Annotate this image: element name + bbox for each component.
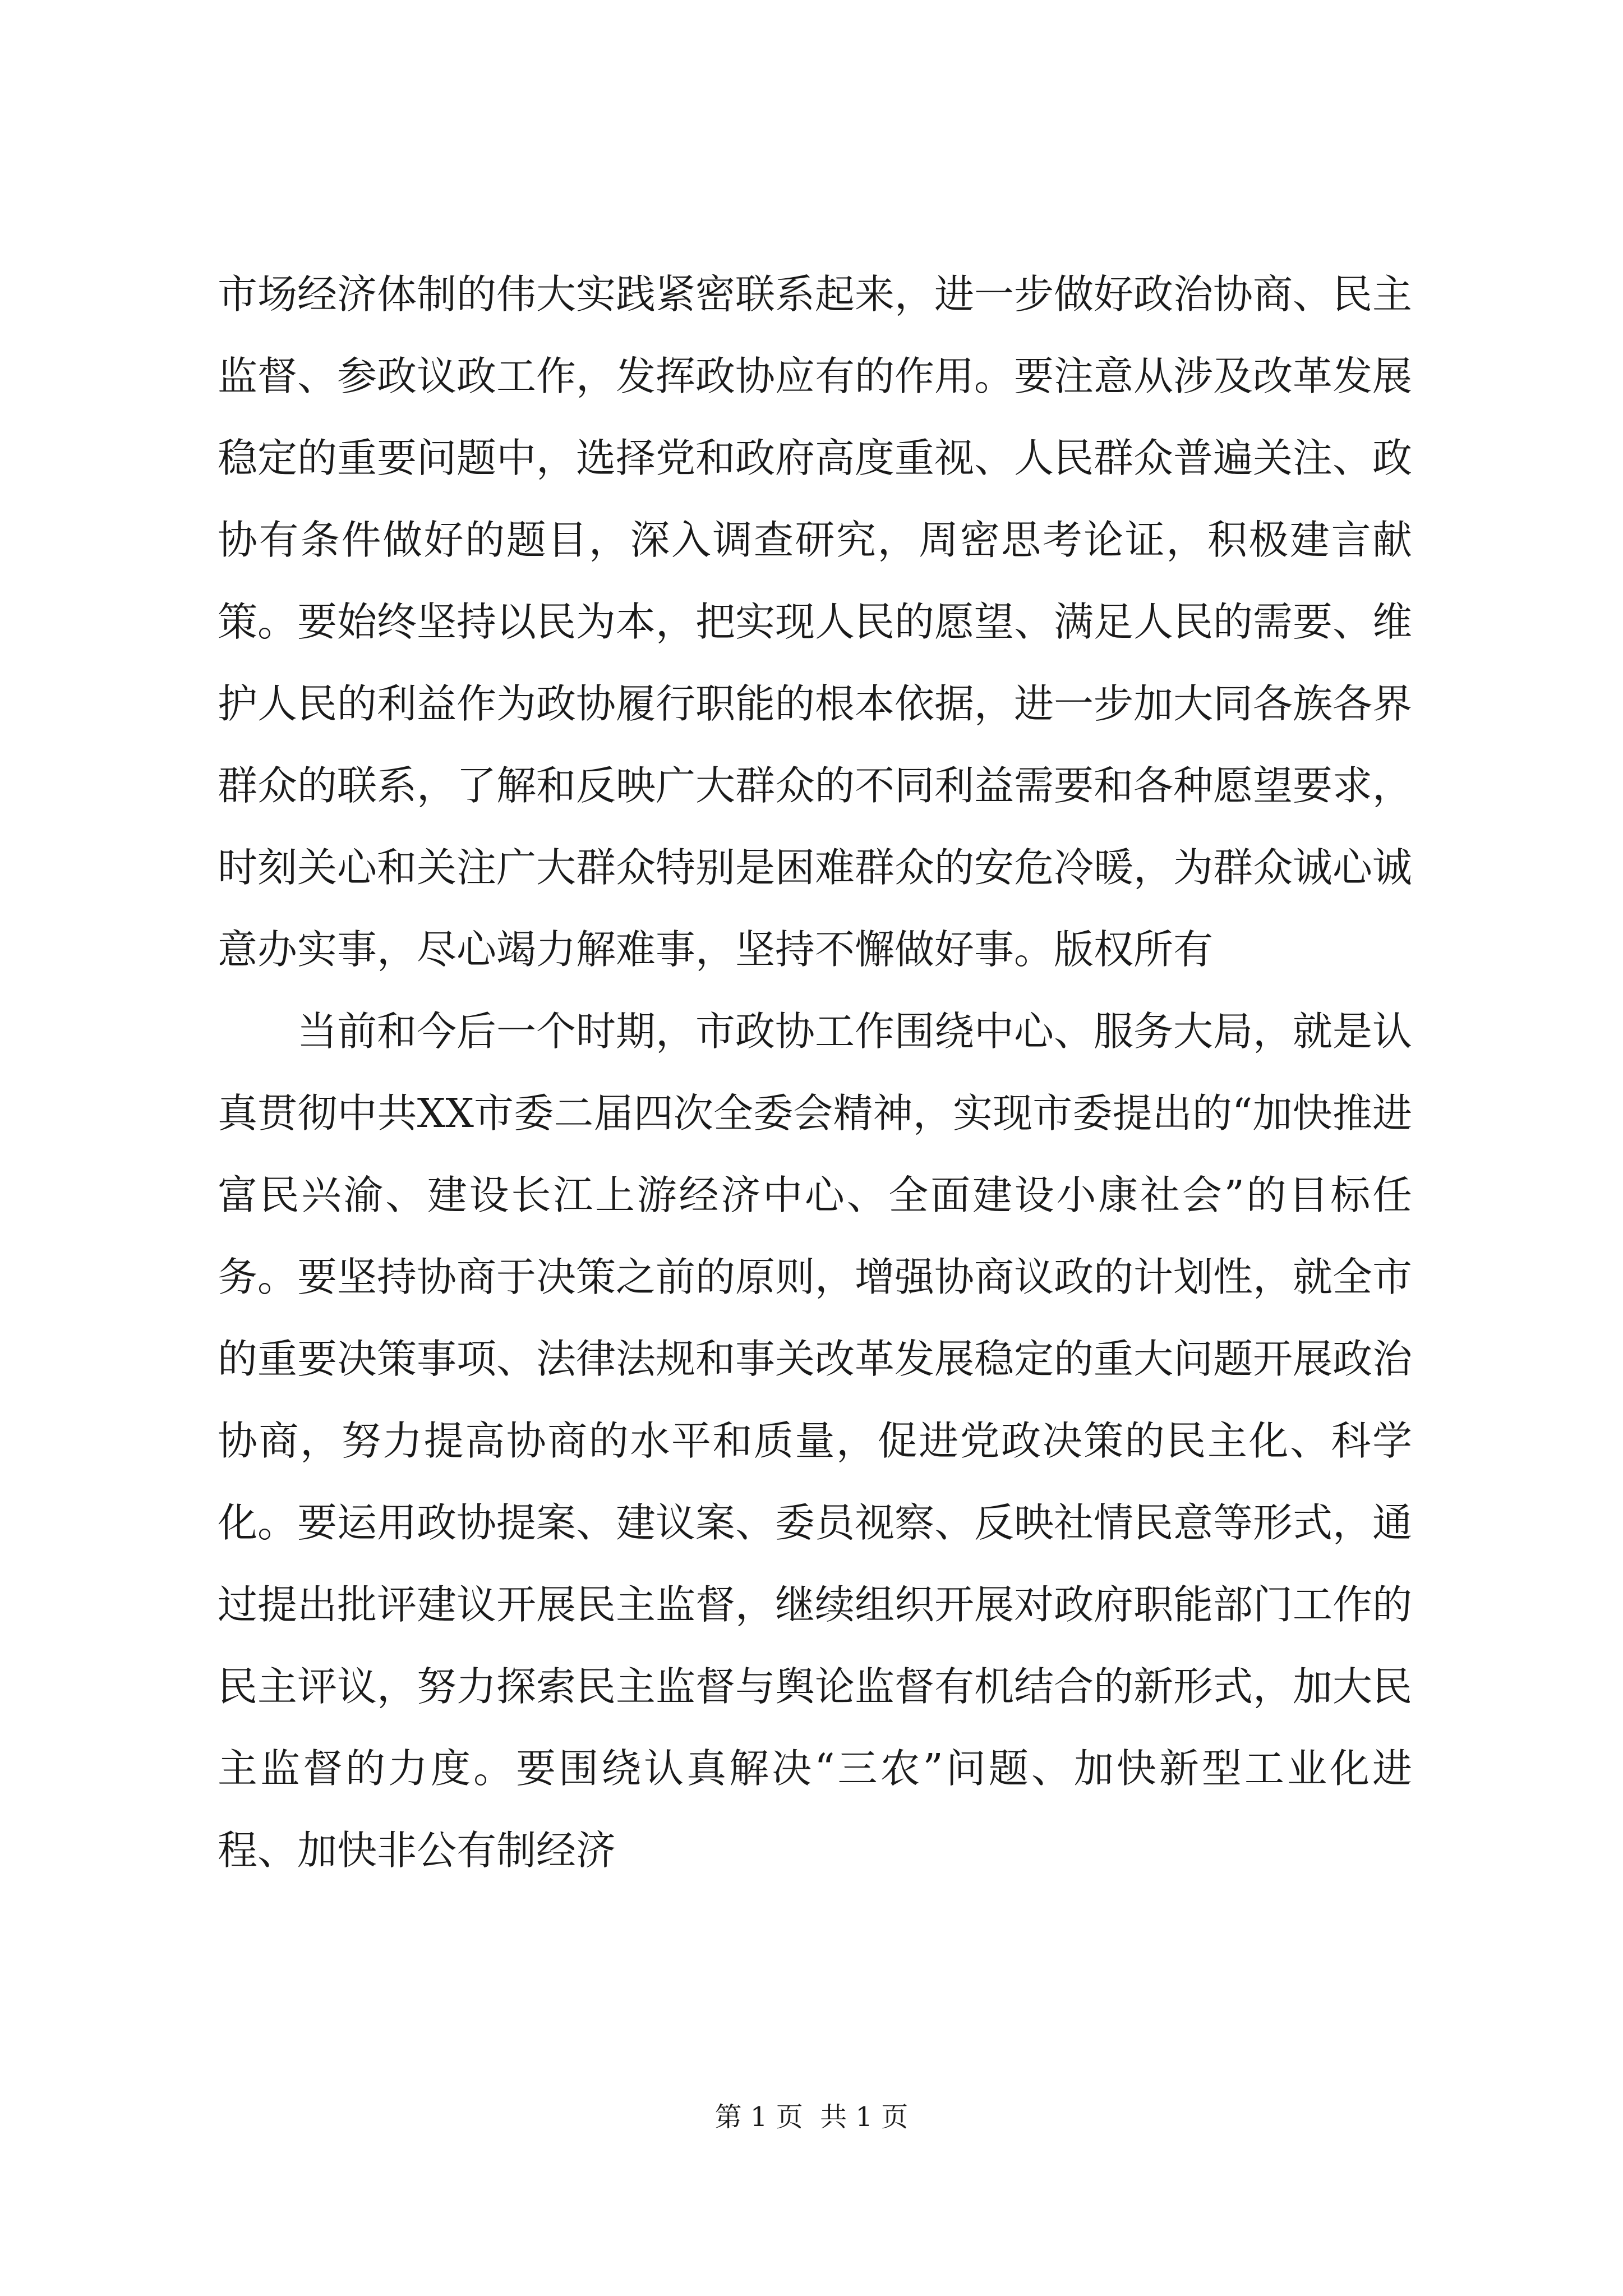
page-footer: 第 1 页 共 1 页	[714, 2101, 909, 2133]
paragraph-1: 市场经济体制的伟大实践紧密联系起来，进一步做好政治协商、民主监督、参政议政工作，发挥政协应有的作用。要注意从涉及改革发展稳定的重要问题中，选择党和政府高度重视、人民群众普遍关注、政协有条件做好的题目，深入调查研究，周密思考论证，积极建言献策。要始终坚持以民为本，把实现人民的愿望、满足人民的需要、维护人民的利益作为政协履行职能的根本依据，进一步加大同各族各界群众的联系，了解和反映广大群众的不同利益需要和各种愿望要求，时刻关心和关注广大群众特别是困难群众的安危冷暖，为群众诚心诚意办实事，尽心竭力解难事，坚持不懈做好事。版权所有	[218, 271, 1413, 973]
paragraph-2: 当前和今后一个时期，市政协工作围绕中心、服务大局，就是认真贯彻中共XX市委二届四次全委会精神，实现市委提出的“加快推进富民兴渝、建设长江上游经济中心、全面建设小康社会”的目标任务。要坚持协商于决策之前的原则，增强协商议政的计划性，就全市的重要决策事项、法律法规和事关改革发展稳定的重大问题开展政治协商，努力提高协商的水平和质量，促进党政决策的民主化、科学化。要运用政协提案、建议案、委员视察、反映社情民意等形式，通过提出批评建议开展民主监督，继续组织开展对政府职能部门工作的民主评议，努力探索民主监督与舆论监督有机结合的新形式，加大民主监督的力度。要围绕认真解决“三农”问题、加快新型工业化进程、加快非公有制经济	[218, 1008, 1413, 1874]
document-body	[218, 254, 1412, 1892]
